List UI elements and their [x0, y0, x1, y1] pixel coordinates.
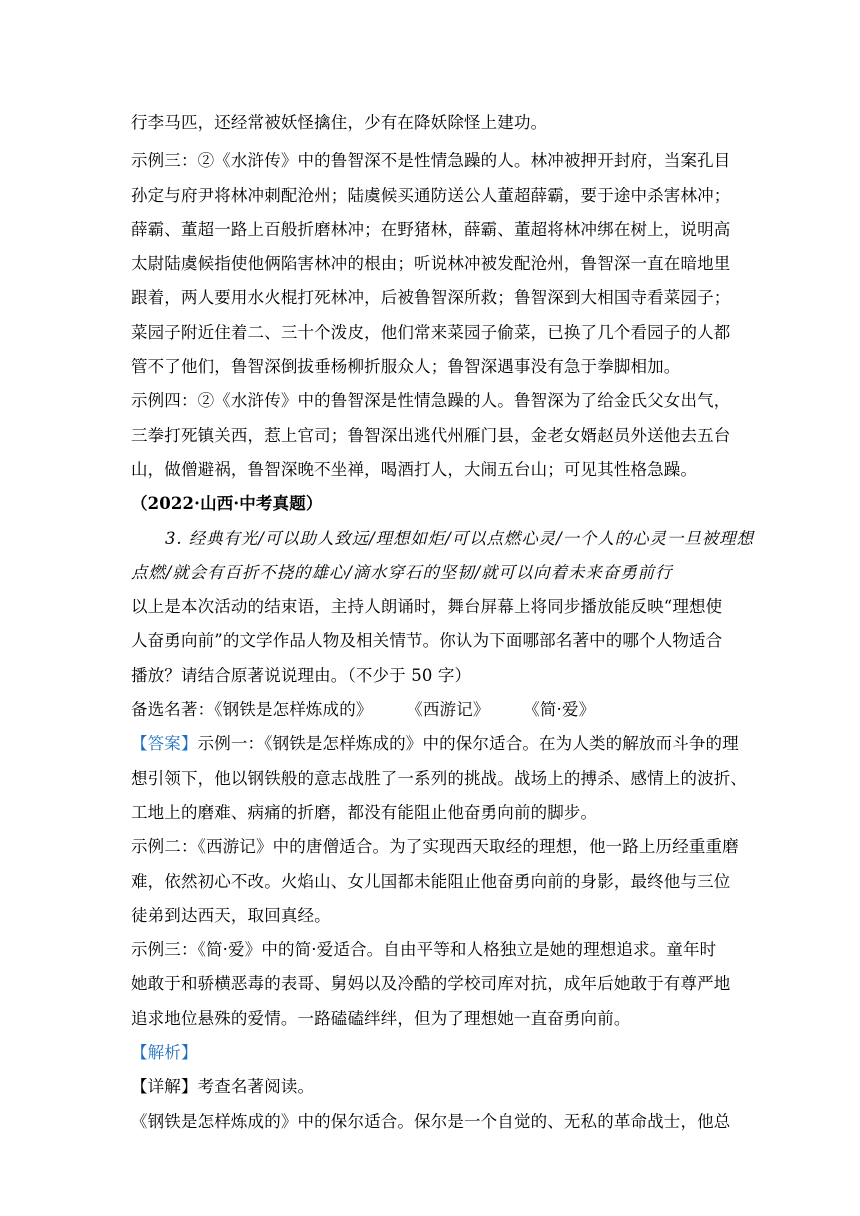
analysis-tag: 【解析】 — [131, 1043, 198, 1063]
answer-line: 徒弟到达西天，取回真经。 — [131, 905, 331, 925]
answer-line: 难，依然初心不改。火焰山、女儿国都未能阻止他奋勇向前的身影，最终他与三位 — [131, 871, 731, 891]
question-line: 人奋勇向前”的文学作品人物及相关情节。你认为下面哪部名著中的哪个人物适合 — [131, 631, 723, 651]
paragraph-line: 跟着，两人要用水火棍打死林冲，后被鲁智深所救；鲁智深到大相国寺看菜园子； — [131, 288, 731, 308]
detail-line: 【详解】考查名著阅读。 — [131, 1077, 315, 1097]
answer-line: 示例二：《西游记》中的唐僧适合。为了实现西天取经的理想，他一路上历经重重磨 — [131, 837, 739, 857]
answer-line: 追求地位悬殊的爱情。一路磕磕绊绊，但为了理想她一直奋勇向前。 — [131, 1008, 631, 1028]
paragraph-line: 示例四：②《水浒传》中的鲁智深是性情急躁的人。鲁智深为了给金氏父女出气， — [131, 391, 731, 411]
answer-tag: 【答案】 — [131, 734, 198, 754]
answer-line: 她敢于和骄横恶毒的表哥、舅妈以及冷酷的学校司库对抗，成年后她敢于有尊严地 — [131, 974, 731, 994]
answer-line: 想引领下，他以钢铁般的意志战胜了一系列的挑战。战场上的搏杀、感情上的波折、 — [131, 768, 748, 788]
book-option: 《简·爱》 — [531, 700, 596, 720]
analysis-line — [131, 1036, 741, 1070]
answer-line — [131, 727, 741, 761]
document-body — [131, 106, 754, 1139]
paragraph-line: 薛霸、董超一路上百般折磨林冲；在野猪林，薛霸、董超将林冲绑在树上，说明高 — [131, 219, 731, 239]
book-option: 《钢铁是怎样炼成的》 — [214, 700, 373, 720]
paragraph-line: 菜园子附近住着二、三十个泼皮，他们常来菜园子偷菜，已换了几个看园子的人都 — [131, 322, 731, 342]
question-source: （2022·山西·中考真题） — [131, 494, 323, 514]
explanation-line: 《钢铁是怎样炼成的》中的保尔适合。保尔是一个自觉的、无私的革命战士，他总 — [131, 1111, 731, 1131]
book-option: 《西游记》 — [414, 700, 490, 720]
paragraph-line: 行李马匹，还经常被妖怪擒住，少有在降妖除怪上建功。 — [131, 113, 548, 132]
paragraph-line: 示例三：②《水浒传》中的鲁智深不是性情急躁的人。林冲被押开封府，当案孔目 — [131, 151, 731, 171]
question-poem-line: 点燃/就会有百折不挠的雄心/滴水穿石的坚韧/就可以向着未来奋勇前行 — [131, 562, 673, 582]
question-line: 播放？请结合原著说说理由。（不少于 50 字） — [131, 665, 472, 685]
paragraph-line: 山，做僧避祸，鲁智深晚不坐禅，喝酒打人，大闹五台山；可见其性格急躁。 — [131, 459, 698, 479]
question-line: 以上是本次活动的结束语，主持人朗诵时，舞台屏幕上将同步播放能反映“理想使 — [131, 597, 723, 617]
book-options-prefix: 备选名著： — [131, 700, 215, 720]
answer-text: 示例一：《钢铁是怎样炼成的》中的保尔适合。在为人类的解放而斗争的理 — [197, 734, 739, 754]
paragraph-line: 三拳打死镇关西，惹上官司；鲁智深出逃代州雁门县，金老女婿赵员外送他去五台 — [131, 425, 731, 445]
answer-line: 示例三：《简·爱》中的简·爱适合。自由平等和人格独立是她的理想追求。童年时 — [131, 940, 717, 960]
question-poem-line: 3. 经典有光/可以助人致远/理想如炬/可以点燃心灵/一个人的心灵一旦被理想 — [165, 528, 754, 548]
paragraph-line: 孙定与府尹将林冲刺配沧州；陆虞候买通防送公人董超薛霸，要于途中杀害林冲； — [131, 185, 731, 205]
book-options — [131, 693, 741, 727]
paragraph-line: 管不了他们，鲁智深倒拔垂杨柳折服众人；鲁智深遇事没有急于拳脚相加。 — [131, 357, 681, 377]
paragraph-line: 太尉陆虞候指使他俩陷害林冲的根由；听说林冲被发配沧州，鲁智深一直在暗地里 — [131, 254, 731, 274]
answer-line: 工地上的磨难、病痛的折磨，都没有能阻止他奋勇向前的脚步。 — [131, 802, 598, 822]
